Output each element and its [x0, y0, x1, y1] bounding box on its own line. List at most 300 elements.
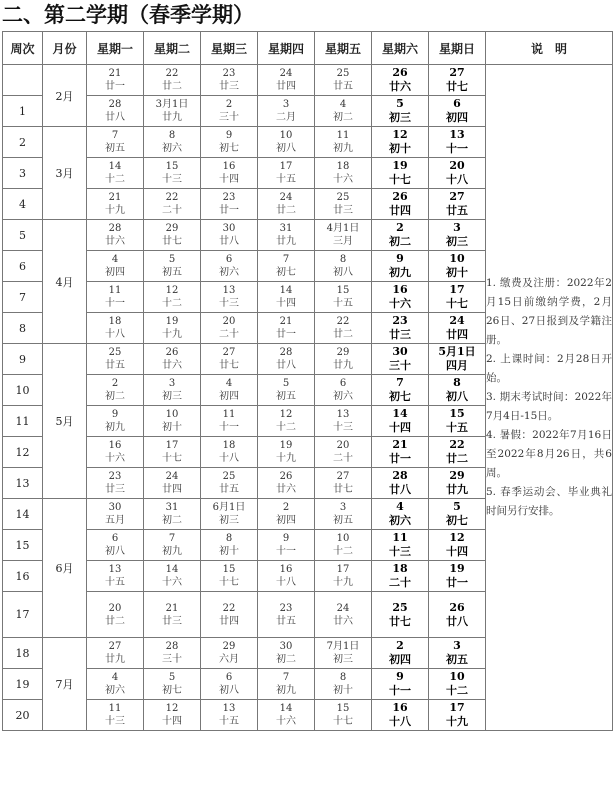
solar-date: 5 — [453, 500, 461, 513]
day-cell — [201, 96, 258, 127]
solar-date: 12 — [449, 531, 465, 544]
solar-date: 29 — [222, 641, 236, 652]
solar-date: 5 — [168, 672, 176, 683]
day-cell — [258, 669, 315, 700]
day-cell — [144, 189, 201, 220]
lunar-date: 十五 — [446, 421, 468, 434]
lunar-date: 初五 — [446, 653, 468, 666]
lunar-date: 十一 — [219, 422, 239, 433]
lunar-date: 廿八 — [389, 483, 411, 496]
day-cell — [87, 344, 144, 375]
solar-date: 14 — [165, 564, 179, 575]
solar-date: 27 — [222, 347, 236, 358]
solar-date: 14 — [392, 407, 408, 420]
weekend-day-cell — [429, 96, 486, 127]
lunar-date: 初九 — [162, 546, 182, 557]
solar-date: 18 — [108, 316, 122, 327]
lunar-date: 五月 — [105, 515, 125, 526]
lunar-date: 十七 — [446, 297, 468, 310]
header-mon: 星期一 — [87, 32, 144, 65]
lunar-date: 廿六 — [162, 360, 182, 371]
lunar-date: 初二 — [276, 654, 296, 665]
lunar-date: 廿四 — [162, 484, 182, 495]
lunar-date: 初二 — [389, 235, 411, 248]
day-cell — [315, 468, 372, 499]
solar-date: 7月1日 — [326, 641, 360, 652]
solar-date: 19 — [279, 440, 293, 451]
solar-date: 2 — [225, 99, 233, 110]
day-cell — [87, 127, 144, 158]
solar-date: 7 — [396, 376, 404, 389]
solar-date: 28 — [165, 641, 179, 652]
solar-date: 11 — [108, 285, 122, 296]
day-cell — [87, 468, 144, 499]
week-number: 3 — [3, 158, 43, 189]
lunar-date: 二十 — [389, 576, 411, 589]
lunar-date: 初十 — [389, 142, 411, 155]
lunar-date: 二月 — [276, 112, 296, 123]
calendar-table — [2, 31, 613, 731]
week-number: 8 — [3, 313, 43, 344]
weekend-day-cell — [372, 437, 429, 468]
lunar-date: 廿一 — [446, 576, 468, 589]
solar-date: 23 — [392, 314, 408, 327]
lunar-date: 初五 — [276, 391, 296, 402]
lunar-date: 廿八 — [219, 236, 239, 247]
solar-date: 7 — [282, 254, 290, 265]
solar-date: 2 — [111, 378, 119, 389]
day-cell — [315, 96, 372, 127]
day-cell — [201, 437, 258, 468]
solar-date: 17 — [449, 701, 465, 714]
solar-date: 27 — [449, 66, 465, 79]
week-number: 20 — [3, 700, 43, 731]
lunar-date: 廿三 — [333, 205, 353, 216]
lunar-date: 十二 — [105, 174, 125, 185]
day-cell — [315, 592, 372, 638]
solar-date: 16 — [222, 161, 236, 172]
solar-date: 10 — [279, 130, 293, 141]
weekend-day-cell — [429, 220, 486, 251]
header-month: 月份 — [43, 32, 87, 65]
solar-date: 21 — [108, 68, 122, 79]
weekend-day-cell — [429, 189, 486, 220]
week-number — [3, 65, 43, 96]
day-cell — [315, 158, 372, 189]
solar-date: 30 — [222, 223, 236, 234]
day-cell — [144, 592, 201, 638]
header-notes: 说 明 — [486, 32, 613, 65]
lunar-date: 十三 — [162, 174, 182, 185]
solar-date: 12 — [392, 128, 408, 141]
solar-date: 28 — [392, 469, 408, 482]
week-number: 14 — [3, 499, 43, 530]
solar-date: 20 — [222, 316, 236, 327]
solar-date: 28 — [108, 223, 122, 234]
day-cell — [315, 700, 372, 731]
day-cell — [201, 344, 258, 375]
solar-date: 8 — [339, 672, 347, 683]
day-cell — [315, 220, 372, 251]
solar-date: 24 — [336, 602, 350, 614]
solar-date: 11 — [108, 703, 122, 714]
solar-date: 8 — [453, 376, 461, 389]
solar-date: 25 — [336, 68, 350, 79]
lunar-date: 三十 — [162, 654, 182, 665]
weekend-day-cell — [372, 638, 429, 669]
solar-date: 9 — [396, 252, 404, 265]
solar-date: 21 — [392, 438, 408, 451]
solar-date: 17 — [165, 440, 179, 451]
solar-date: 21 — [279, 316, 293, 327]
note-item: 4. 暑假：2022年7月16日至2022年8月26日，共6周。 — [486, 429, 612, 479]
weekend-day-cell — [429, 530, 486, 561]
solar-date: 2 — [396, 221, 404, 234]
solar-date: 20 — [108, 602, 122, 614]
lunar-date: 初七 — [276, 267, 296, 278]
solar-date: 10 — [449, 670, 465, 683]
day-cell — [144, 406, 201, 437]
day-cell — [258, 127, 315, 158]
day-cell — [87, 561, 144, 592]
solar-date: 9 — [225, 130, 233, 141]
day-cell — [258, 638, 315, 669]
lunar-date: 初八 — [219, 685, 239, 696]
calendar-body — [3, 65, 613, 731]
lunar-date: 十七 — [333, 716, 353, 727]
day-cell — [144, 499, 201, 530]
solar-date: 9 — [111, 409, 119, 420]
solar-date: 3 — [168, 378, 176, 389]
week-number: 15 — [3, 530, 43, 561]
solar-date: 29 — [336, 347, 350, 358]
solar-date: 20 — [336, 440, 350, 451]
lunar-date: 十四 — [276, 298, 296, 309]
lunar-date: 廿六 — [389, 80, 411, 93]
day-cell — [315, 437, 372, 468]
solar-date: 15 — [336, 285, 350, 296]
lunar-date: 十六 — [276, 716, 296, 727]
day-cell — [87, 700, 144, 731]
lunar-date: 廿三 — [219, 81, 239, 92]
day-cell — [258, 96, 315, 127]
solar-date: 3 — [453, 221, 461, 234]
solar-date: 4 — [111, 672, 119, 683]
day-cell — [87, 669, 144, 700]
day-cell — [315, 251, 372, 282]
solar-date: 2 — [282, 502, 290, 513]
header-thu: 星期四 — [258, 32, 315, 65]
day-cell — [87, 96, 144, 127]
weekend-day-cell — [429, 406, 486, 437]
day-cell — [258, 251, 315, 282]
week-number: 4 — [3, 189, 43, 220]
solar-date: 30 — [392, 345, 408, 358]
weekend-day-cell — [372, 700, 429, 731]
day-cell — [87, 313, 144, 344]
weekend-day-cell — [429, 375, 486, 406]
weekend-day-cell — [372, 313, 429, 344]
lunar-date: 初十 — [446, 266, 468, 279]
solar-date: 11 — [392, 531, 408, 544]
day-cell — [144, 65, 201, 96]
header-tue: 星期二 — [144, 32, 201, 65]
day-cell — [201, 313, 258, 344]
lunar-date: 四月 — [446, 359, 468, 372]
lunar-date: 初五 — [333, 515, 353, 526]
lunar-date: 廿二 — [105, 615, 125, 627]
day-cell — [258, 437, 315, 468]
solar-date: 24 — [279, 192, 293, 203]
day-cell — [144, 375, 201, 406]
lunar-date: 初六 — [162, 143, 182, 154]
header-fri: 星期五 — [315, 32, 372, 65]
solar-date: 10 — [449, 252, 465, 265]
solar-date: 2 — [396, 639, 404, 652]
lunar-date: 十六 — [389, 297, 411, 310]
solar-date: 11 — [336, 130, 350, 141]
day-cell — [144, 251, 201, 282]
day-cell — [144, 313, 201, 344]
solar-date: 12 — [279, 409, 293, 420]
day-cell — [258, 189, 315, 220]
lunar-date: 二十 — [219, 329, 239, 340]
solar-date: 17 — [279, 161, 293, 172]
solar-date: 6 — [225, 254, 233, 265]
weekend-day-cell — [429, 65, 486, 96]
solar-date: 5 — [168, 254, 176, 265]
lunar-date: 廿六 — [105, 236, 125, 247]
lunar-date: 初五 — [162, 267, 182, 278]
solar-date: 3 — [453, 639, 461, 652]
lunar-date: 初七 — [389, 390, 411, 403]
day-cell — [258, 65, 315, 96]
day-cell — [258, 700, 315, 731]
solar-date: 30 — [279, 641, 293, 652]
day-cell — [201, 127, 258, 158]
solar-date: 27 — [336, 471, 350, 482]
note-item: 1. 缴费及注册：2022年2月15日前缴纳学费，2月26日、27日报到及学籍注册。 — [486, 277, 612, 346]
day-cell — [87, 189, 144, 220]
weekend-day-cell — [429, 158, 486, 189]
day-cell — [258, 468, 315, 499]
solar-date: 3月1日 — [155, 99, 189, 110]
day-cell — [87, 530, 144, 561]
solar-date: 9 — [396, 670, 404, 683]
day-cell — [201, 220, 258, 251]
solar-date: 29 — [449, 469, 465, 482]
day-cell — [201, 406, 258, 437]
week-number: 9 — [3, 344, 43, 375]
header-sat: 星期六 — [372, 32, 429, 65]
day-cell — [201, 158, 258, 189]
day-cell — [258, 344, 315, 375]
day-cell — [258, 499, 315, 530]
solar-date: 17 — [336, 564, 350, 575]
lunar-date: 十六 — [333, 174, 353, 185]
solar-date: 8 — [168, 130, 176, 141]
day-cell — [258, 313, 315, 344]
solar-date: 23 — [108, 471, 122, 482]
weekend-day-cell — [429, 700, 486, 731]
day-cell — [315, 499, 372, 530]
month-cell: 5月 — [43, 344, 87, 499]
solar-date: 15 — [165, 161, 179, 172]
solar-date: 14 — [279, 703, 293, 714]
weekend-day-cell — [372, 65, 429, 96]
lunar-date: 廿五 — [219, 484, 239, 495]
week-number: 6 — [3, 251, 43, 282]
solar-date: 13 — [449, 128, 465, 141]
weekend-day-cell — [372, 158, 429, 189]
lunar-date: 初五 — [105, 143, 125, 154]
day-cell — [144, 700, 201, 731]
day-cell — [258, 406, 315, 437]
lunar-date: 廿七 — [162, 236, 182, 247]
solar-date: 20 — [449, 159, 465, 172]
week-number: 5 — [3, 220, 43, 251]
weekend-day-cell — [429, 638, 486, 669]
day-cell — [201, 65, 258, 96]
lunar-date: 廿七 — [446, 80, 468, 93]
weekend-day-cell — [372, 189, 429, 220]
day-cell — [144, 96, 201, 127]
solar-date: 25 — [336, 192, 350, 203]
week-number: 2 — [3, 127, 43, 158]
day-cell — [201, 499, 258, 530]
lunar-date: 初三 — [162, 391, 182, 402]
lunar-date: 廿四 — [446, 328, 468, 341]
lunar-date: 廿五 — [333, 81, 353, 92]
lunar-date: 廿三 — [389, 328, 411, 341]
weekend-day-cell — [372, 251, 429, 282]
solar-date: 5月1日 — [438, 345, 476, 358]
day-cell — [258, 592, 315, 638]
day-cell — [201, 561, 258, 592]
lunar-date: 十四 — [219, 174, 239, 185]
day-cell — [87, 499, 144, 530]
lunar-date: 廿四 — [389, 204, 411, 217]
solar-date: 16 — [392, 701, 408, 714]
lunar-date: 二十 — [162, 205, 182, 216]
week-row — [3, 65, 613, 96]
lunar-date: 十九 — [105, 205, 125, 216]
week-number: 10 — [3, 375, 43, 406]
lunar-date: 初七 — [219, 143, 239, 154]
solar-date: 14 — [108, 161, 122, 172]
solar-date: 26 — [279, 471, 293, 482]
lunar-date: 十八 — [219, 453, 239, 464]
week-number: 18 — [3, 638, 43, 669]
day-cell — [201, 375, 258, 406]
day-cell — [87, 251, 144, 282]
lunar-date: 廿二 — [333, 329, 353, 340]
lunar-date: 初三 — [389, 111, 411, 124]
lunar-date: 十二 — [162, 298, 182, 309]
lunar-date: 初二 — [333, 112, 353, 123]
day-cell — [201, 468, 258, 499]
solar-date: 22 — [165, 192, 179, 203]
lunar-date: 十九 — [276, 453, 296, 464]
solar-date: 6月1日 — [212, 502, 246, 513]
weekend-day-cell — [429, 669, 486, 700]
day-cell — [201, 592, 258, 638]
weekend-day-cell — [429, 344, 486, 375]
lunar-date: 十三 — [219, 298, 239, 309]
solar-date: 28 — [279, 347, 293, 358]
solar-date: 13 — [222, 285, 236, 296]
day-cell — [315, 189, 372, 220]
lunar-date: 初三 — [219, 515, 239, 526]
solar-date: 18 — [222, 440, 236, 451]
header-row — [3, 32, 613, 65]
lunar-date: 十四 — [389, 421, 411, 434]
lunar-date: 初八 — [446, 390, 468, 403]
solar-date: 13 — [222, 703, 236, 714]
week-number: 1 — [3, 96, 43, 127]
solar-date: 26 — [392, 66, 408, 79]
month-cell: 7月 — [43, 638, 87, 731]
solar-date: 23 — [222, 68, 236, 79]
lunar-date: 初八 — [105, 546, 125, 557]
week-number: 16 — [3, 561, 43, 592]
solar-date: 10 — [336, 533, 350, 544]
day-cell — [201, 669, 258, 700]
lunar-date: 初九 — [105, 422, 125, 433]
solar-date: 23 — [279, 602, 293, 614]
solar-date: 27 — [449, 190, 465, 203]
lunar-date: 十九 — [162, 329, 182, 340]
day-cell — [315, 669, 372, 700]
week-number: 11 — [3, 406, 43, 437]
lunar-date: 廿八 — [446, 614, 468, 628]
solar-date: 27 — [108, 641, 122, 652]
weekend-day-cell — [429, 561, 486, 592]
weekend-day-cell — [429, 127, 486, 158]
solar-date: 4 — [225, 378, 233, 389]
weekend-day-cell — [372, 375, 429, 406]
lunar-date: 廿七 — [389, 614, 411, 628]
week-number: 19 — [3, 669, 43, 700]
solar-date: 4月1日 — [326, 223, 360, 234]
day-cell — [144, 282, 201, 313]
weekend-day-cell — [429, 313, 486, 344]
solar-date: 31 — [279, 223, 293, 234]
weekend-day-cell — [372, 592, 429, 638]
solar-date: 12 — [165, 285, 179, 296]
solar-date: 3 — [282, 99, 290, 110]
day-cell — [315, 127, 372, 158]
weekend-day-cell — [372, 468, 429, 499]
solar-date: 4 — [111, 254, 119, 265]
weekend-day-cell — [372, 127, 429, 158]
solar-date: 22 — [222, 602, 236, 614]
lunar-date: 廿四 — [219, 615, 239, 627]
page-title: 二、第二学期（春季学期） — [2, 3, 254, 27]
lunar-date: 十九 — [446, 715, 468, 728]
day-cell — [258, 530, 315, 561]
solar-date: 8 — [225, 533, 233, 544]
solar-date: 25 — [392, 600, 408, 614]
weekend-day-cell — [429, 251, 486, 282]
lunar-date: 廿九 — [446, 483, 468, 496]
lunar-date: 十三 — [333, 422, 353, 433]
day-cell — [201, 251, 258, 282]
header-wed: 星期三 — [201, 32, 258, 65]
lunar-date: 初四 — [105, 267, 125, 278]
lunar-date: 廿九 — [276, 236, 296, 247]
lunar-date: 十四 — [446, 545, 468, 558]
